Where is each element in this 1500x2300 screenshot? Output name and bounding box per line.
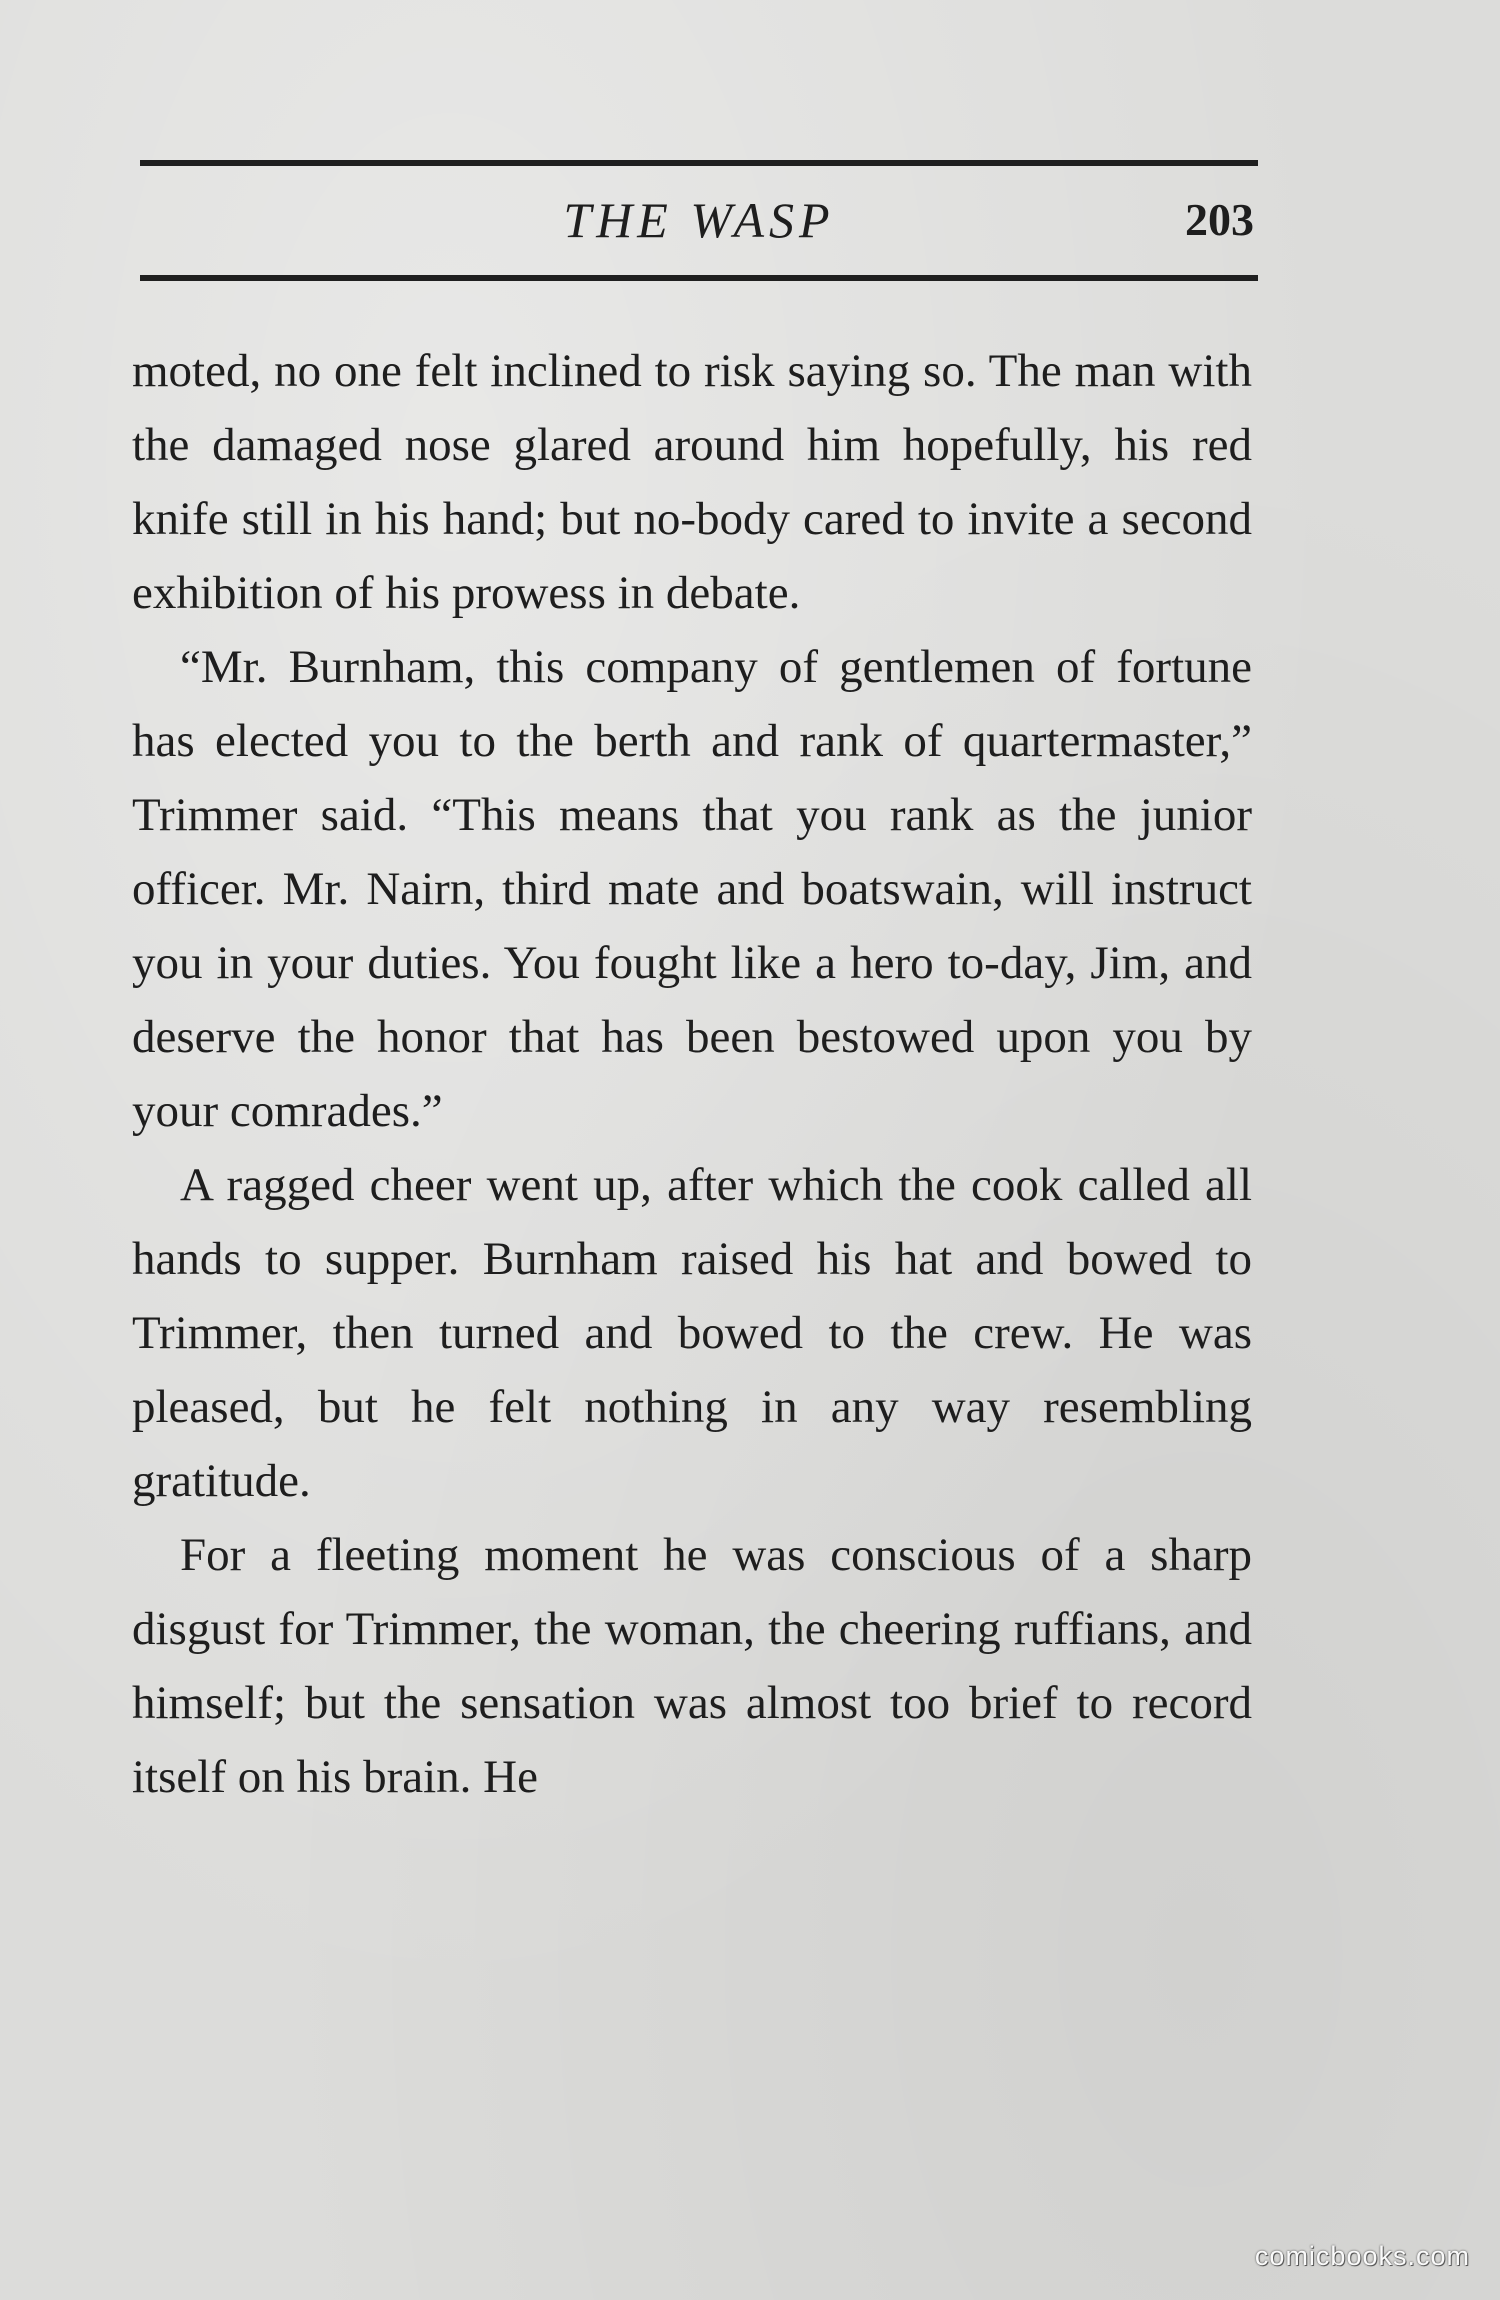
- paragraph: A ragged cheer went up, after which the cook called all hands to supper. Burnham raised his hat and bowed to Trimmer, then turned and bowed to the crew. He was pleased, but he felt nothing in any way resembling gratitude.: [132, 1159, 1252, 1507]
- watermark: comicbooks.com: [1254, 2241, 1470, 2271]
- header-top-rule: [140, 160, 1258, 166]
- running-title: THE WASP: [563, 192, 835, 248]
- paragraph: “Mr. Burnham, this company of gentlemen of fortune has elected you to the berth and rank of quartermaster,” Trimmer said. “This means that you rank as the junior officer. Mr. Nairn, third mate and boatswain, will instruct you in your duties. You fought like a hero to-day, Jim, and deserve the honor that has been bestowed upon you by your comrades.”: [132, 641, 1252, 1137]
- page-number: 203: [1185, 194, 1254, 245]
- paragraph: For a fleeting moment he was conscious of a sharp disgust for Trimmer, the woman, the cheering ruffians, and himself; but the sensation was almost too brief to record itself on his brain. He: [132, 1529, 1252, 1803]
- header-bottom-rule: [140, 275, 1258, 281]
- body-text: [132, 334, 1252, 1814]
- paragraph-continued: moted, no one felt inclined to risk saying so. The man with the damaged nose glared around him hopefully, his red knife still in his hand; but no-body cared to invite a second exhibition of his prowess in debate.: [132, 345, 1252, 619]
- running-head: [140, 190, 1258, 250]
